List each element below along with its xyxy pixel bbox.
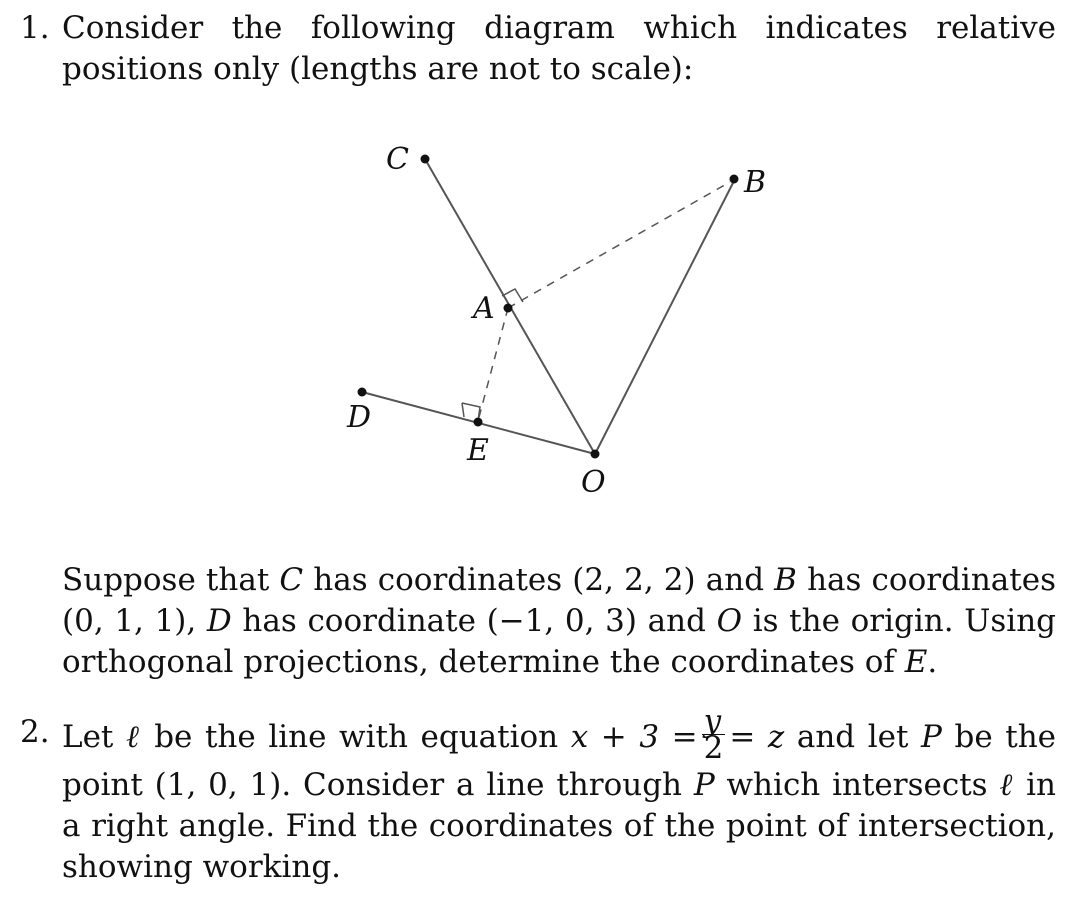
point-D: [358, 388, 367, 397]
label-C: C: [386, 142, 409, 177]
question-2-text: Let ℓ be the line with equation x + 3 = $\frac{y}{2}$ = z and let P be the point (1, 0, 1). Consider a line through P which intersects ℓ in a right angle. Find the coordinates of the point of intersection, showing working.: [62, 703, 1057, 885]
question-2: [20, 703, 1057, 888]
point-E: [474, 418, 483, 427]
right-angle-marker-E: [462, 403, 464, 417]
label-A: A: [473, 291, 495, 326]
label-E: E: [467, 433, 489, 468]
question-number: 1.: [20, 10, 50, 46]
point-C: [421, 155, 430, 164]
geometry-diagram: [330, 135, 790, 505]
question-1-intro: Consider the following diagram which indicates relative positions only (lengths are not to scale):: [62, 10, 1056, 87]
point-A: [504, 304, 513, 313]
line-OB: [595, 179, 735, 454]
point-O: [591, 450, 600, 459]
label-B: B: [744, 165, 767, 200]
question-1-text: Suppose that C has coordinates (2, 2, 2) and B has coordinates (0, 1, 1), D has coordinate (−1, 0, 3) and O is the origin. Using orthogonal projections, determine the coordinates of E.: [62, 562, 1057, 680]
line-AB-dashed: [508, 182, 730, 308]
fraction-y-over-2: $\frac{y}{2}$: [703, 703, 724, 766]
point-B: [730, 175, 739, 184]
label-D: D: [347, 400, 372, 435]
question-number: 2.: [20, 714, 50, 750]
label-O: O: [581, 465, 606, 500]
question-1: [20, 8, 1056, 90]
question-1-body: [20, 560, 1056, 683]
